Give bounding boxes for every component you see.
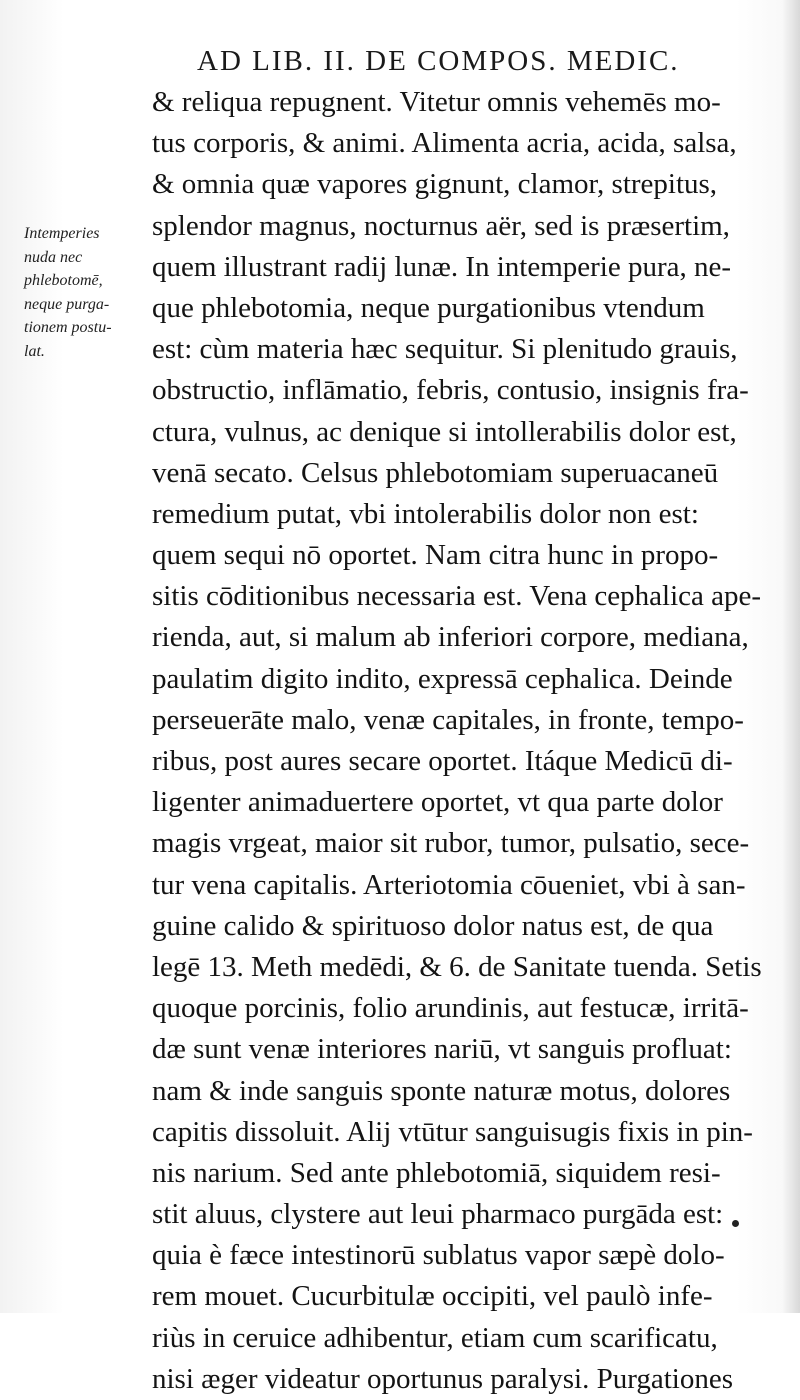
text-line: paulatim digito indito, expressā cephalica. Deinde (152, 662, 733, 695)
text-line: & omnia quæ vapores gignunt, clamor, strepitus, (152, 168, 718, 201)
text-line: stit aluus, clystere aut leui pharmaco purgāda est: (152, 1198, 724, 1231)
text-line: quem illustrant radij lunæ. In intemperie pura, ne- (152, 250, 732, 283)
text-line: quoque porcinis, folio arundinis, aut festucæ, irritā- (152, 992, 749, 1025)
margin-note-line: lat. (24, 342, 45, 360)
text-line: capitis dissoluit. Alij vtūtur sanguisugis fixis in pin- (152, 1115, 753, 1148)
text-line: est: cùm materia hæc sequitur. Si plenitudo grauis, (152, 333, 738, 366)
text-line: & reliqua repugnent. Vitetur omnis vehemēs mo- (152, 86, 721, 118)
text-line: tus corporis, & animi. Alimenta acria, acida, salsa, (152, 127, 737, 160)
page-edge-shadow (782, 0, 800, 1313)
text-line: nisi æger videatur oportunus paralysi. Purgationes (152, 1362, 733, 1395)
text-line: tur vena capitalis. Arteriotomia cōueniet, vbi à san- (152, 868, 746, 901)
margin-note-line: tionem postu- (24, 319, 112, 336)
ink-dot (732, 1220, 739, 1227)
text-line: riùs in ceruice adhibentur, etiam cum scarificatu, (152, 1321, 718, 1354)
text-line: dæ sunt venæ interiores nariū, vt sanguis profluat: (152, 1033, 732, 1066)
text-line: legē 13. Meth medēdi, & 6. de Sanitate tuenda. Setis (152, 950, 762, 983)
text-line: obstructio, inflāmatio, febris, contusio, insignis fra- (152, 374, 749, 407)
text-line: ctura, vulnus, ac denique si intollerabilis dolor est, (152, 415, 737, 448)
text-line: remedium putat, vbi intolerabilis dolor non est: (152, 497, 699, 530)
text-line: ligenter animaduertere oportet, vt qua parte dolor (152, 786, 723, 819)
text-line: splendor magnus, nocturnus aër, sed is præsertim, (152, 209, 730, 242)
margin-note (24, 222, 154, 363)
margin-note-line: neque purga- (24, 295, 110, 313)
text-line: ribus, post aures secare oportet. Itáque Medicū di- (152, 745, 733, 777)
text-line: rem mouet. Cucurbitulæ occipiti, vel paulò infe- (152, 1280, 713, 1313)
margin-note-line: nuda nec (24, 248, 83, 266)
text-line: quia è fæce intestinorū sublatus vapor sæpè dolo- (152, 1239, 725, 1272)
text-line: guine calido & spirituoso dolor natus est, de qua (152, 909, 714, 942)
margin-note-line: phlebotomē, (24, 272, 103, 289)
text-line: nis narium. Sed ante phlebotomiā, siquidem resi- (152, 1156, 721, 1189)
text-line: quem sequi nō oportet. Nam citra hunc in propo- (152, 539, 719, 572)
text-line: nam & inde sanguis sponte naturæ motus, dolores (152, 1074, 731, 1107)
text-line: rienda, aut, si malum ab inferiori corpore, mediana, (152, 621, 749, 654)
running-head: AD LIB. II. DE COMPOS. MEDIC. (197, 45, 680, 77)
margin-note-line: Intemperies (24, 225, 100, 242)
text-line: sitis cōditionibus necessaria est. Vena cephalica ape- (152, 580, 762, 613)
text-line: venā secato. Celsus phlebotomiam superuacaneū (152, 456, 719, 489)
text-line: perseuerāte malo, venæ capitales, in fronte, tempo- (152, 703, 744, 736)
text-line: que phlebotomia, neque purgationibus vtendum (152, 291, 705, 324)
body-text (152, 82, 762, 1400)
text-line: magis vrgeat, maior sit rubor, tumor, pulsatio, sece- (152, 827, 750, 860)
